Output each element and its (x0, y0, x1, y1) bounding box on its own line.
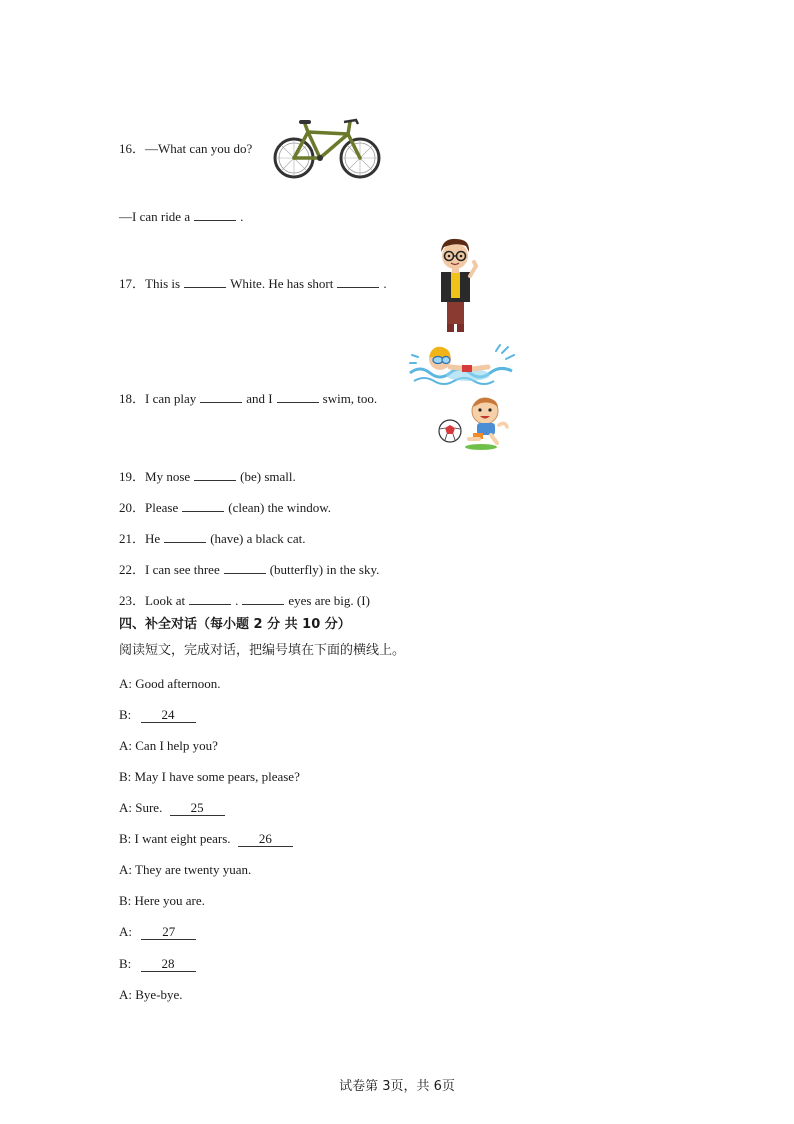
answer-blank[interactable] (194, 208, 236, 221)
dialogue-text: A: Sure. (119, 800, 163, 815)
question-number: 18． (119, 391, 146, 406)
section-title: 四、补全对话（每小题 2 分 共 10 分） (119, 617, 351, 632)
dialogue-line-3: A: Can I help you? (119, 738, 218, 753)
question-text: (be) small. (240, 469, 296, 484)
question-number: 21． (119, 531, 146, 546)
answer-blank[interactable] (200, 390, 242, 403)
question-text: White. He has short (230, 276, 334, 291)
question-text: I can see three (145, 562, 220, 577)
man-with-glasses-illustration (434, 236, 478, 334)
speaker: A: (119, 924, 132, 939)
question-text: (have) a black cat. (210, 531, 306, 546)
question-17 (119, 275, 387, 292)
question-number: 20． (119, 500, 146, 515)
dialogue-line-10 (119, 956, 196, 972)
question-text: —What can you do? (145, 141, 253, 156)
bicycle-illustration (272, 114, 384, 180)
punctuation: . (240, 209, 244, 224)
dialogue-line-11: A: Bye-bye. (119, 987, 183, 1002)
question-number: 23． (119, 593, 146, 608)
question-23 (119, 592, 370, 609)
question-16 (119, 141, 252, 157)
answer-blank[interactable] (164, 530, 206, 543)
question-text: This is (145, 276, 181, 291)
speaker: B: (119, 956, 132, 971)
question-22 (119, 561, 379, 578)
question-16-answer (119, 208, 243, 225)
dialogue-line-5 (119, 800, 225, 816)
question-number: 16． (119, 141, 146, 156)
answer-blank-26[interactable]: 26 (238, 832, 293, 847)
answer-blank[interactable] (242, 592, 284, 605)
section-instruction: 阅读短文，完成对话，把编号填在下面的横线上。 (119, 643, 406, 658)
answer-blank-27[interactable]: 27 (141, 925, 196, 940)
page-footer: 试卷第 3页，共 6页 (339, 1079, 455, 1094)
question-text: Please (145, 500, 179, 515)
child-playing-football-illustration (437, 395, 511, 451)
question-text: eyes are big. (I) (288, 593, 370, 608)
dialogue-line-7: A: They are twenty yuan. (119, 862, 252, 877)
question-20 (119, 499, 331, 516)
question-text: I can play (145, 391, 197, 406)
swimming-child-illustration (408, 343, 516, 389)
dialogue-line-8: B: Here you are. (119, 893, 205, 908)
answer-blank-28[interactable]: 28 (141, 957, 196, 972)
question-19 (119, 468, 296, 485)
question-text: (clean) the window. (228, 500, 331, 515)
answer-blank-24[interactable]: 24 (141, 708, 196, 723)
dialogue-line-9 (119, 924, 196, 940)
answer-blank[interactable] (182, 499, 224, 512)
question-text: swim, too. (322, 391, 378, 406)
speaker: B: (119, 707, 132, 722)
dialogue-text: B: I want eight pears. (119, 831, 231, 846)
question-21 (119, 530, 305, 547)
dialogue-line-4: B: May I have some pears, please? (119, 769, 300, 784)
dialogue-line-6 (119, 831, 293, 847)
answer-blank[interactable] (277, 390, 319, 403)
answer-blank[interactable] (194, 468, 236, 481)
answer-blank[interactable] (184, 275, 226, 288)
question-text: (butterfly) in the sky. (269, 562, 380, 577)
question-number: 22． (119, 562, 146, 577)
dialogue-line-2 (119, 707, 196, 723)
question-text: Look at (145, 593, 186, 608)
answer-blank[interactable] (337, 275, 379, 288)
question-text: My nose (145, 469, 191, 484)
punctuation: . (235, 593, 239, 608)
punctuation: . (383, 276, 387, 291)
answer-blank[interactable] (224, 561, 266, 574)
question-number: 17． (119, 276, 146, 291)
answer-blank-25[interactable]: 25 (170, 801, 225, 816)
answer-text: —I can ride a (119, 209, 191, 224)
answer-blank[interactable] (189, 592, 231, 605)
question-number: 19． (119, 469, 146, 484)
dialogue-line-1: A: Good afternoon. (119, 676, 221, 691)
question-18 (119, 390, 377, 407)
question-text: and I (246, 391, 273, 406)
question-text: He (145, 531, 161, 546)
